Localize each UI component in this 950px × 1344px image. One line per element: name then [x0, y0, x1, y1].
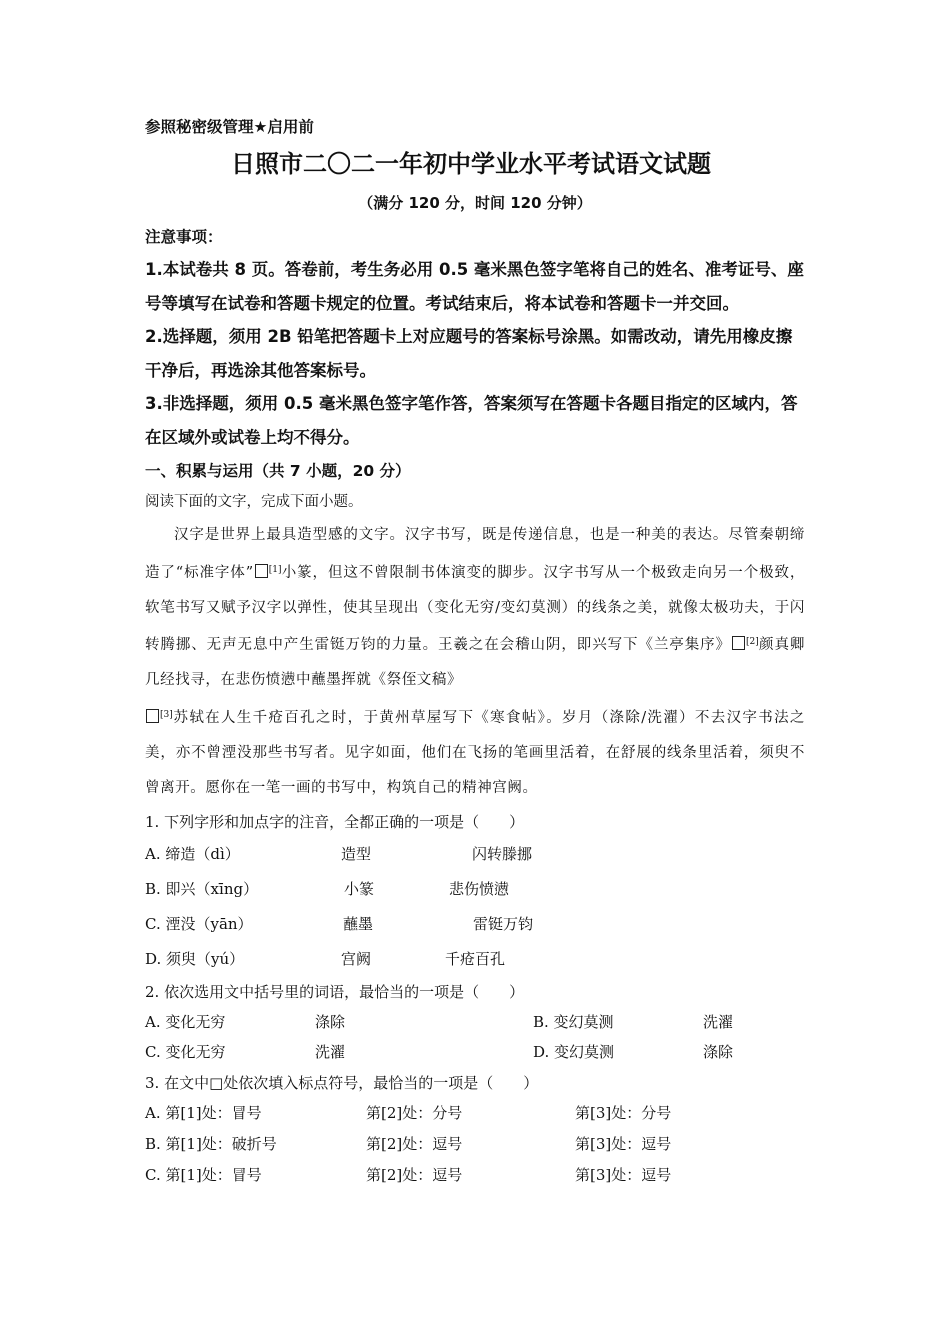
page-title: 日照市二〇二一年初中学业水平考试语文试题 — [231, 150, 711, 178]
question-1-option-d: D. 须臾（yú） 宫阙 千疮百孔 — [145, 950, 506, 969]
question-3-option-b: B. 第[1]处：破折号 第[2]处：逗号 第[3]处：逗号 — [145, 1135, 672, 1154]
notice-item-1: 1.本试卷共 8 页。答卷前，考生务必用 0.5 毫米黑色签字笔将自己的姓名、准考证号、座号等填写在试卷和答题卡规定的位置。考试结束后，将本试卷和答题卡一并交回。 — [145, 260, 804, 313]
notice-item-3: 3.非选择题，须用 0.5 毫米黑色签字笔作答，答案须写在答题卡各题目指定的区域内，答在区域外或试卷上均不得分。 — [145, 394, 798, 447]
notice-heading: 注意事项： — [145, 228, 223, 246]
blank-box-icon — [146, 709, 159, 723]
blank-box-icon — [732, 636, 745, 650]
question-2-options-row-2: C. 变化无穷 洗濯 D. 变幻莫测 涤除 — [145, 1043, 734, 1062]
exam-page — [145, 112, 805, 1191]
question-3-option-c: C. 第[1]处：冒号 第[2]处：逗号 第[3]处：逗号 — [145, 1166, 672, 1185]
secrecy-label: 参照秘密级管理★启用前 — [145, 118, 314, 136]
passage-text-2: 小篆，但这不曾限制书体演变的脚步。汉字书写从一个极致走向另一个极致，软笔书写又赋予汉字以弹性，使其呈现出（变化无穷/变幻莫测）的线条之美，就像太极功夫，于闪转腾挪、无声无息中产生雷铤万钧的力量。王羲之在会稽山阴，即兴写下《兰亭集序》 — [145, 564, 805, 654]
reading-instruction: 阅读下面的文字，完成下面小题。 — [145, 494, 363, 510]
notice-item-2: 2.选择题，须用 2B 铅笔把答题卡上对应题号的答案标号涂黑。如需改动，请先用橡皮擦干净后，再选涂其他答案标号。 — [145, 327, 793, 380]
blank-mark-1: [1] — [268, 564, 282, 575]
question-1-option-c: C. 湮没（yān） 蘸墨 雷铤万钧 — [145, 915, 534, 934]
blank-box-icon — [255, 564, 268, 578]
question-3-stem: 3. 在文中□处依次填入标点符号，最恰当的一项是（ ） — [145, 1074, 539, 1093]
section-heading: 一、积累与运用（共 7 小题，20 分） — [145, 462, 411, 480]
question-3-option-a: A. 第[1]处：冒号 第[2]处：分号 第[3]处：分号 — [145, 1104, 672, 1123]
question-1-stem: 1. 下列字形和加点字的注音，全都正确的一项是（ ） — [145, 813, 525, 832]
reading-passage — [145, 518, 805, 805]
blank-mark-2: [2] — [745, 637, 759, 648]
passage-text-1: 汉字是世界上最具造型感的文字。汉字书写，既是传递信息，也是一种美的表达。尽管秦朝缔造了“标准字体” — [145, 527, 805, 581]
passage-text-4: 苏轼在人生千疮百孔之时，于黄州草屋写下《寒食帖》。岁月（涤除/洗濯）不去汉字书法之美，亦不曾湮没那些书写者。见字如面，他们在飞扬的笔画里活着，在舒展的线条里活着，须臾不曾离开。愿你在一笔一画的书写中，构筑自己的精神宫阙。 — [145, 709, 805, 796]
question-2-options-row-1: A. 变化无穷 涤除 B. 变幻莫测 洗濯 — [145, 1013, 734, 1032]
question-1-option-b: B. 即兴（xīng） 小篆 悲伤愤懑 — [145, 880, 510, 899]
passage-text-3: 颜真卿几经找寻，在悲伤愤懑中蘸墨挥就《祭侄文稿》 — [145, 637, 805, 689]
page-subtitle: （满分 120 分，时间 120 分钟） — [358, 194, 592, 212]
question-2-stem: 2. 依次选用文中括号里的词语，最恰当的一项是（ ） — [145, 983, 525, 1002]
blank-mark-3: [3] — [160, 709, 173, 720]
question-1-option-a: A. 缔造（dì） 造型 闪转滕挪 — [145, 845, 533, 864]
